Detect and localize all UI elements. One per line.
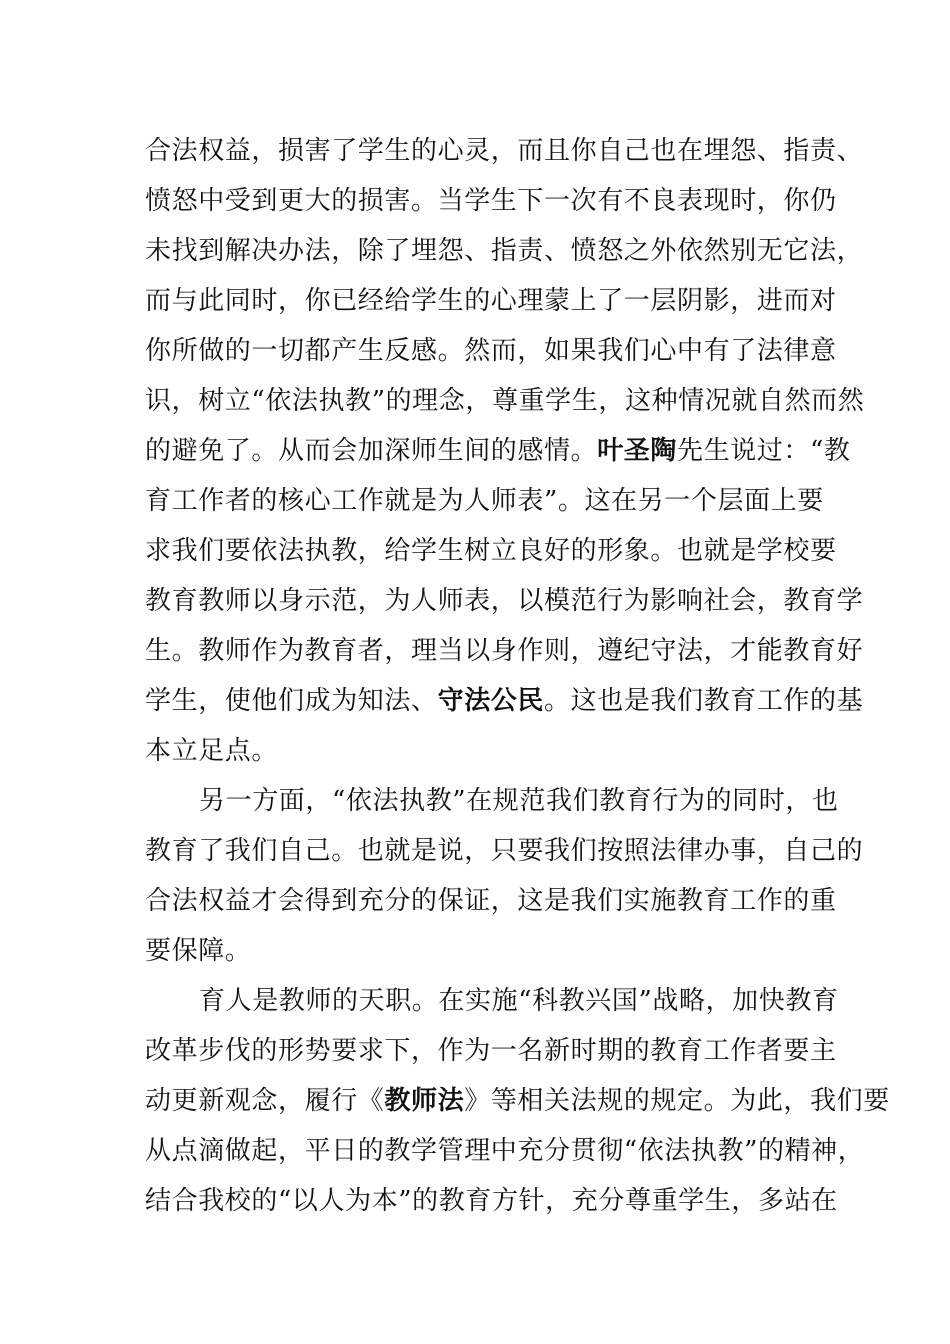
text-line: 要保障。 — [145, 936, 252, 966]
text-line: 而与此同时，你已经给学生的心理蒙上了一层阴影，进而对 — [145, 286, 837, 316]
text-line: 从点滴做起，平日的教学管理中充分贯彻“依法执教”的精神， — [145, 1136, 865, 1166]
text-line: 结合我校的“以人为本”的教育方针，充分尊重学生，多站在 — [145, 1186, 838, 1216]
text-line: 生。教师作为教育者，理当以身作则，遵纪守法，才能教育好 — [145, 636, 864, 666]
text-line — [145, 676, 864, 726]
text-line: 愤怒中受到更大的损害。当学生下一次有不良表现时，你仍 — [145, 186, 837, 216]
text-line: 合法权益才会得到充分的保证，这是我们实施教育工作的重 — [145, 886, 837, 916]
emphasized-term: 守法公民 — [437, 686, 545, 716]
text-line — [145, 1076, 890, 1126]
text-run: 的避免了。从而会加深师生间的感情。 — [145, 436, 598, 466]
text-line: 合法权益，损害了学生的心灵，而且你自己也在埋怨、指责、 — [145, 136, 864, 166]
text-line: 育工作者的核心工作就是为人师表”。这在另一个层面上要 — [145, 486, 824, 516]
emphasized-name: 叶圣陶 — [597, 436, 678, 466]
text-line: 教育了我们自己。也就是说，只要我们按照法律办事，自己的 — [145, 836, 864, 866]
text-line — [145, 426, 851, 476]
text-line: 未找到解决办法，除了埋怨、指责、愤怒之外依然别无它法， — [145, 236, 864, 266]
text-line: 你所做的一切都产生反感。然而，如果我们心中有了法律意 — [145, 336, 837, 366]
text-run: 学生，使他们成为知法、 — [145, 686, 438, 716]
text-line: 教育教师以身示范，为人师表，以模范行为影响社会，教育学 — [145, 586, 864, 616]
text-line: 识，树立“依法执教”的理念，尊重学生，这种情况就自然而然 — [145, 386, 865, 416]
text-line-indented: 另一方面，“依法执教”在规范我们教育行为的同时，也 — [199, 786, 839, 816]
text-line: 改革步伐的形势要求下，作为一名新时期的教育工作者要主 — [145, 1036, 837, 1066]
document-body — [145, 126, 890, 1226]
text-run: 动更新观念，履行《 — [145, 1086, 385, 1116]
emphasized-law-title: 教师法 — [384, 1086, 465, 1116]
text-run: 。这也是我们教育工作的基 — [544, 686, 864, 716]
text-run: 》等相关法规的规定。为此，我们要 — [464, 1086, 890, 1116]
text-line-indented: 育人是教师的天职。在实施“科教兴国”战略，加快教育 — [199, 986, 839, 1016]
text-run: 先生说过：“教 — [677, 436, 851, 466]
text-line: 求我们要依法执教，给学生树立良好的形象。也就是学校要 — [145, 536, 837, 566]
text-line: 本立足点。 — [145, 736, 279, 766]
